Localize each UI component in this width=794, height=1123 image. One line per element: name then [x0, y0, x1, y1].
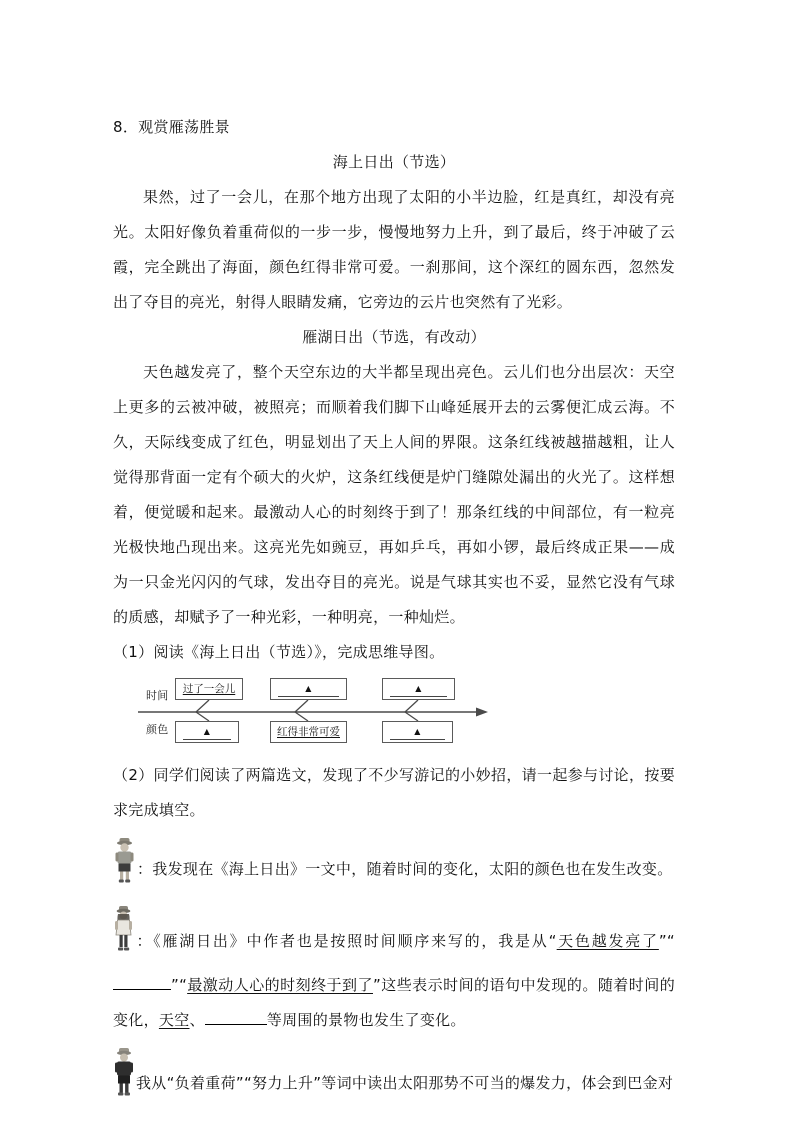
text-segment: 我从“负着重荷”“努力上升”等词中读出太阳那势不可当的爆发力，体会到巴金对	[136, 1074, 674, 1092]
discussion-speech-3	[113, 1047, 675, 1110]
text-segment: 天色越发亮了	[556, 932, 659, 950]
speech2-text	[113, 932, 675, 1029]
answer-blank	[113, 973, 171, 990]
question-number: 8．	[113, 118, 139, 136]
fill-marker-triangle: ▲	[203, 726, 211, 736]
text-segment: ：《雁湖日出》中作者也是按照时间顺序来写的，我是从“	[135, 932, 557, 950]
diagram-color-label: 颜色	[146, 723, 169, 736]
answer-blank-line	[278, 682, 339, 697]
question2-label: （2）同学们阅读了两篇选文，发现了不少写游记的小妙招，请一起参与讨论，按要求完成填空。	[113, 766, 675, 819]
diagram-box-color-3-blank	[382, 721, 453, 743]
fill-marker-triangle: ▲	[305, 683, 312, 693]
passage2-body: 天色越发亮了，整个天空东边的大半都呈现出亮色。云儿们也分出层次：天空上更多的云被冲破，被照亮；而顺着我们脚下山峰延展开去的云雾便汇成云海。不久，天际线变成了红色，明显划出了天上人间的界限。这条红线被越描越粗，让人觉得那背面一定有个硕大的火炉，这条红线便是炉门缝隙处漏出的火光了。这样想着，便觉暖和起来。最激动人心的时刻终于到了！那条红线的中间部位，有一粒亮光极快地凸现出来。这亮光先如豌豆，再如乒乓，再如小锣，最后终成正果——成为一只金光闪闪的气球，发出夺目的亮光。说是气球其实也不妥，显然它没有气球的质感，却赋予了一种光彩，一种明亮，一种灿烂。	[113, 363, 675, 626]
passage2-title: 雁湖日出（节选，有改动）	[302, 328, 486, 346]
answer-blank-line	[390, 725, 445, 740]
text-segment: ”“	[658, 932, 675, 950]
answer-blank-line	[183, 725, 231, 740]
text-segment: 天空	[158, 1011, 190, 1029]
diagram-time-label: 时间	[146, 689, 169, 702]
question-title: 观赏雁荡胜景	[138, 118, 230, 136]
text-segment: ：我发现在《海上日出》一文中，随着时间的变化，太阳的颜色也在发生改变。	[137, 860, 673, 878]
text-segment: 、	[189, 1011, 205, 1029]
mindmap-diagram	[138, 674, 490, 752]
speech1-text	[137, 860, 673, 878]
fill-marker-triangle: ▲	[415, 683, 422, 693]
diagram-box-time-2-blank	[270, 678, 347, 700]
text-segment: 最激动人心的时刻终于到了	[187, 976, 373, 994]
fill-marker-triangle: ▲	[414, 726, 421, 736]
question1-label: （1）阅读《海上日出（节选）》，完成思维导图。	[113, 643, 445, 661]
avatar-girl-icon	[113, 905, 134, 968]
diagram-box-time-3-blank	[382, 678, 455, 700]
document-content	[113, 110, 675, 1110]
avatar-dark-coat-icon	[113, 1047, 135, 1110]
passage1-title: 海上日出（节选）	[332, 153, 456, 171]
diagram-box-text: 红得非常可爱	[277, 726, 340, 738]
discussion-speech-1	[113, 837, 675, 896]
diagram-box-color-2	[270, 721, 347, 743]
passage1-body: 果然，过了一会儿，在那个地方出现了太阳的小半边脸，红是真红，却没有亮光。太阳好像负着重荷似的一步一步，慢慢地努力上升，到了最后，终于冲破了云霞，完全跳出了海面，颜色红得非常可爱。一刹那间，这个深红的圆东西，忽然发出了夺目的亮光，射得人眼睛发痛，它旁边的云片也突然有了光彩。	[113, 188, 675, 311]
text-segment: ”“	[171, 976, 188, 994]
diagram-box-color-1-blank	[175, 721, 239, 743]
question-heading	[113, 110, 675, 145]
speech3-text	[136, 1074, 673, 1092]
answer-blank-line	[390, 682, 447, 697]
diagram-box-time-1	[175, 678, 243, 700]
discussion-speech-2	[113, 905, 675, 1038]
diagram-box-text: 过了一会儿	[182, 683, 236, 695]
answer-blank	[205, 1008, 267, 1025]
text-segment: 等周围的景物也发生了变化。	[266, 1011, 466, 1029]
text-segment: ”这些表示时间的语句中发现的。随着时间的变化，	[113, 976, 675, 1029]
avatar-boy-icon	[113, 837, 136, 896]
